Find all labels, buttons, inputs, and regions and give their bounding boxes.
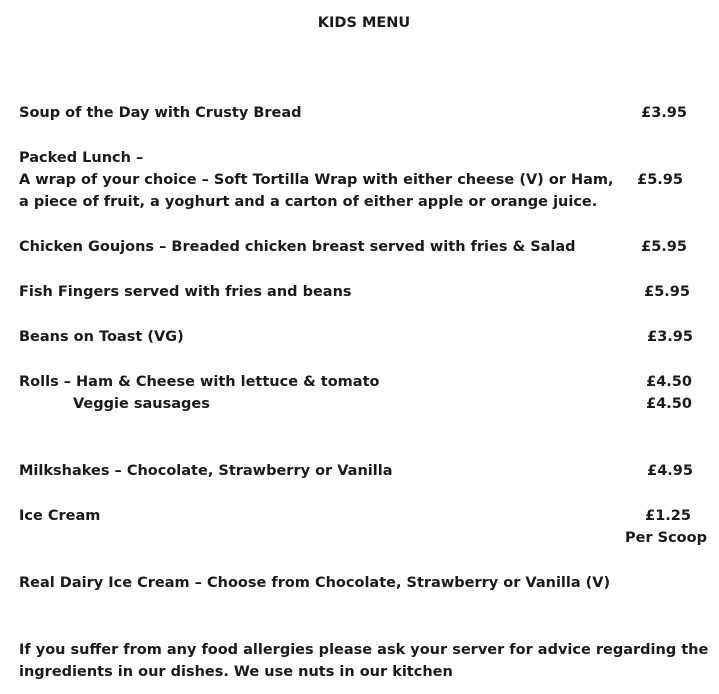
item-packed-lunch-desc-2: a piece of fruit, a yoghurt and a carton of either apple or orange juice.	[19, 194, 598, 210]
item-rolls-price: £4.50	[646, 374, 692, 390]
item-milkshakes-name: Milkshakes – Chocolate, Strawberry or Vanilla	[19, 463, 393, 479]
item-rolls-sub-name: Veggie sausages	[73, 396, 210, 412]
item-packed-lunch-name: Packed Lunch –	[19, 150, 144, 166]
item-ice-cream-price-note: Per Scoop	[624, 530, 707, 546]
item-fish-fingers-price: £5.95	[644, 284, 690, 300]
item-milkshakes-price: £4.95	[647, 463, 693, 479]
item-ice-cream-price: £1.25	[645, 508, 691, 524]
item-chicken-goujons-name: Chicken Goujons – Breaded chicken breast served with fries & Salad	[19, 239, 576, 255]
item-soup-name: Soup of the Day with Crusty Bread	[19, 105, 302, 121]
item-beans-on-toast-name: Beans on Toast (VG)	[19, 329, 184, 345]
item-rolls-sub-price: £4.50	[646, 396, 692, 412]
item-packed-lunch-price: £5.95	[637, 172, 683, 188]
item-beans-on-toast-price: £3.95	[647, 329, 693, 345]
item-real-dairy-ice-cream-name: Real Dairy Ice Cream – Choose from Chocolate, Strawberry or Vanilla (V)	[19, 575, 611, 591]
item-chicken-goujons-price: £5.95	[641, 239, 687, 255]
item-ice-cream-name: Ice Cream	[19, 508, 101, 524]
allergy-note-line-1: If you suffer from any food allergies please ask your server for advice regarding the	[19, 642, 709, 658]
allergy-note-line-2: ingredients in our dishes. We use nuts in our kitchen	[19, 664, 453, 680]
item-rolls-name: Rolls – Ham & Cheese with lettuce & tomato	[19, 374, 380, 390]
item-packed-lunch-desc-1: A wrap of your choice – Soft Tortilla Wrap with either cheese (V) or Ham,	[19, 172, 614, 188]
item-fish-fingers-name: Fish Fingers served with fries and beans	[19, 284, 352, 300]
item-soup-price: £3.95	[641, 105, 687, 121]
menu-title: KIDS MENU	[317, 15, 411, 31]
